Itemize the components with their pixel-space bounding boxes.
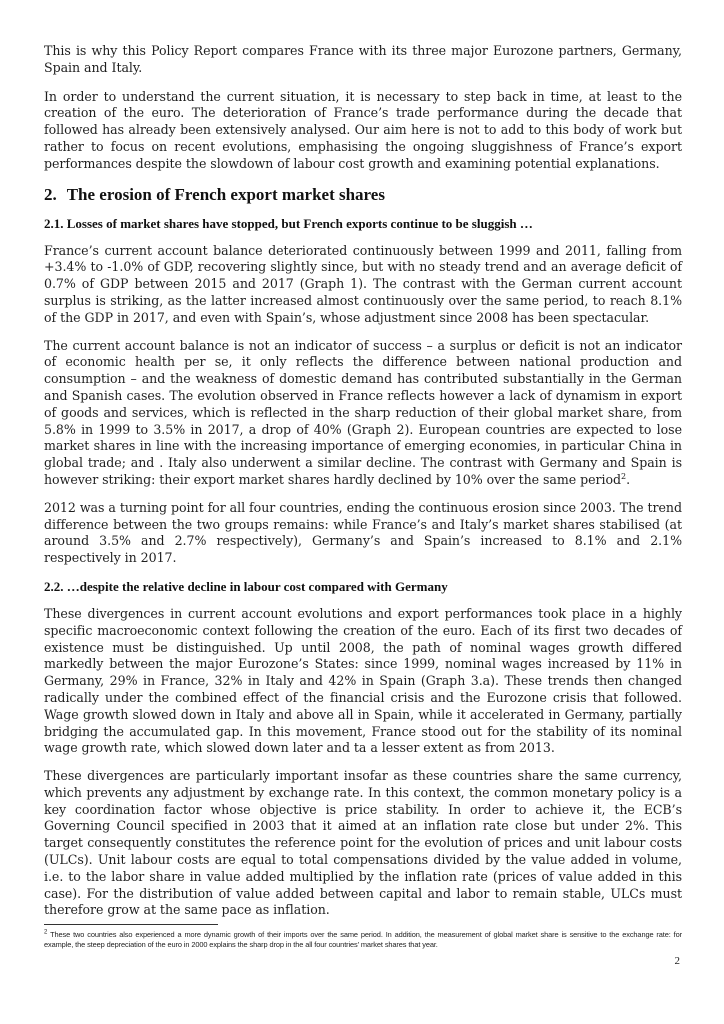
- page-number: 2: [674, 955, 680, 967]
- footnote: [44, 930, 682, 950]
- market-share-paragraph: [44, 338, 682, 489]
- document-page: [44, 43, 682, 930]
- subsection-heading-2-2: 2.2. …despite the relative decline in labour cost compared with Germany: [44, 578, 448, 594]
- section-number: 2.: [44, 184, 57, 204]
- section-title: The erosion of French export market shares: [66, 184, 385, 204]
- context-paragraph: In order to understand the current situation, it is necessary to step back in time, at least to the creation of the euro. The deterioration of France’s trade performance during the decade that followed has already been extensively analysed. Our aim here is not to add to this body of work but rather to focus on recent evolutions, emphasising the ongoing sluggishness of France’s export performances despite the slowdown of labour cost growth and examining potential explanations.: [44, 88, 682, 171]
- footnote-number: 2: [44, 929, 48, 936]
- subsection-heading-2-1: 2.1. Losses of market shares have stopped, but French exports continue to be sluggish …: [44, 215, 533, 231]
- footnote-divider: [44, 924, 218, 925]
- wage-divergence-paragraph: These divergences in current account evolutions and export performances took place in a highly specific macroeconomic context following the creation of the euro. Each of its first two decades of existence must be distinguished. Up until 2008, the path of nominal wages growth differed markedly between the major Eurozone’s States: since 1999, nominal wages increased by 11% in Germany, 29% in France, 32% in Italy and 42% in Spain (Graph 3.a). These trends then changed radically under the combined effect of the financial crisis and the Eurozone crisis that followed. Wage growth slowed down in Italy and above all in Spain, while it accelerated in Germany, partially bridging the accumulated gap. In this movement, France stood out for the stability of its nominal wage growth rate, which slowed down later and ta a lesser extent as from 2013.: [44, 605, 682, 756]
- section-heading: [44, 184, 682, 206]
- monetary-policy-paragraph: These divergences are particularly important insofar as these countries share the same currency, which prevents any adjustment by exchange rate. In this context, the common monetary policy is a key coordination factor whose objective is price stability. In order to achieve it, the ECB’s Governing Council specified in 2003 that it aimed at an inflation rate close but under 2%. This target consequently constitutes the reference point for the evolution of prices and unit labour costs (ULCs). Unit labour costs are equal to total compensations divided by the value added in volume, i.e. to the labor share in value added multiplied by the inflation rate (prices of value added in this case). For the distribution of value added between capital and labor to remain stable, ULCs must therefore grow at the same pace as inflation.: [44, 768, 682, 918]
- market-share-text: The current account balance is not an indicator of success – a surplus or deficit is not an indicator of economic health per se, it only reflects the difference between national production and consumption – and the weakness of domestic demand has contributed substantially in the German and Spanish cases. The evolution observed in France reflects however a lack of dynamism in export of goods and services, which is reflected in the sharp reduction of their global market share, from 5.8% in 1999 to 3.5% in 2017, a drop of 40% (Graph 2). European countries are expected to lose market shares in line with the increasing importance of emerging economies, in particular China in global trade; and . Italy also underwent a similar decline. The contrast with Germany and Spain is however striking: their export market shares hardly declined by 10% over the same period: [44, 337, 682, 487]
- footnote-reference[interactable]: 2: [621, 471, 627, 481]
- current-account-paragraph: France’s current account balance deteriorated continuously between 1999 and 2011, falling from +3.4% to -1.0% of GDP, recovering slightly since, but with no steady trend and an average deficit of 0.7% of GDP between 2015 and 2017 (Graph 1). The contrast with the German current account surplus is striking, as the latter increased almost continuously over the same period, to reach 8.1% of the GDP in 2017, and even with Spain’s, whose adjustment since 2008 has been spectacular.: [44, 242, 682, 325]
- footnote-text: These two countries also experienced a more dynamic growth of their imports over the same period. In addition, the measurement of global market share is sensitive to the exchange rate: for example, the steep depreciation of the euro in 2000 explains the sharp drop in the all four countries’ market shares that year.: [44, 930, 682, 949]
- turning-point-paragraph: 2012 was a turning point for all four countries, ending the continuous erosion since 2003. The trend difference between the two groups remains: while France’s and Italy’s market shares stabilised (at around 3.5% and 2.7% respectively), Germany’s and Spain’s increased to 8.1% and 2.1% respectively in 2017.: [44, 499, 682, 566]
- market-share-end: .: [626, 471, 631, 487]
- intro-paragraph: This is why this Policy Report compares France with its three major Eurozone partners, Germany, Spain and Italy.: [44, 43, 682, 75]
